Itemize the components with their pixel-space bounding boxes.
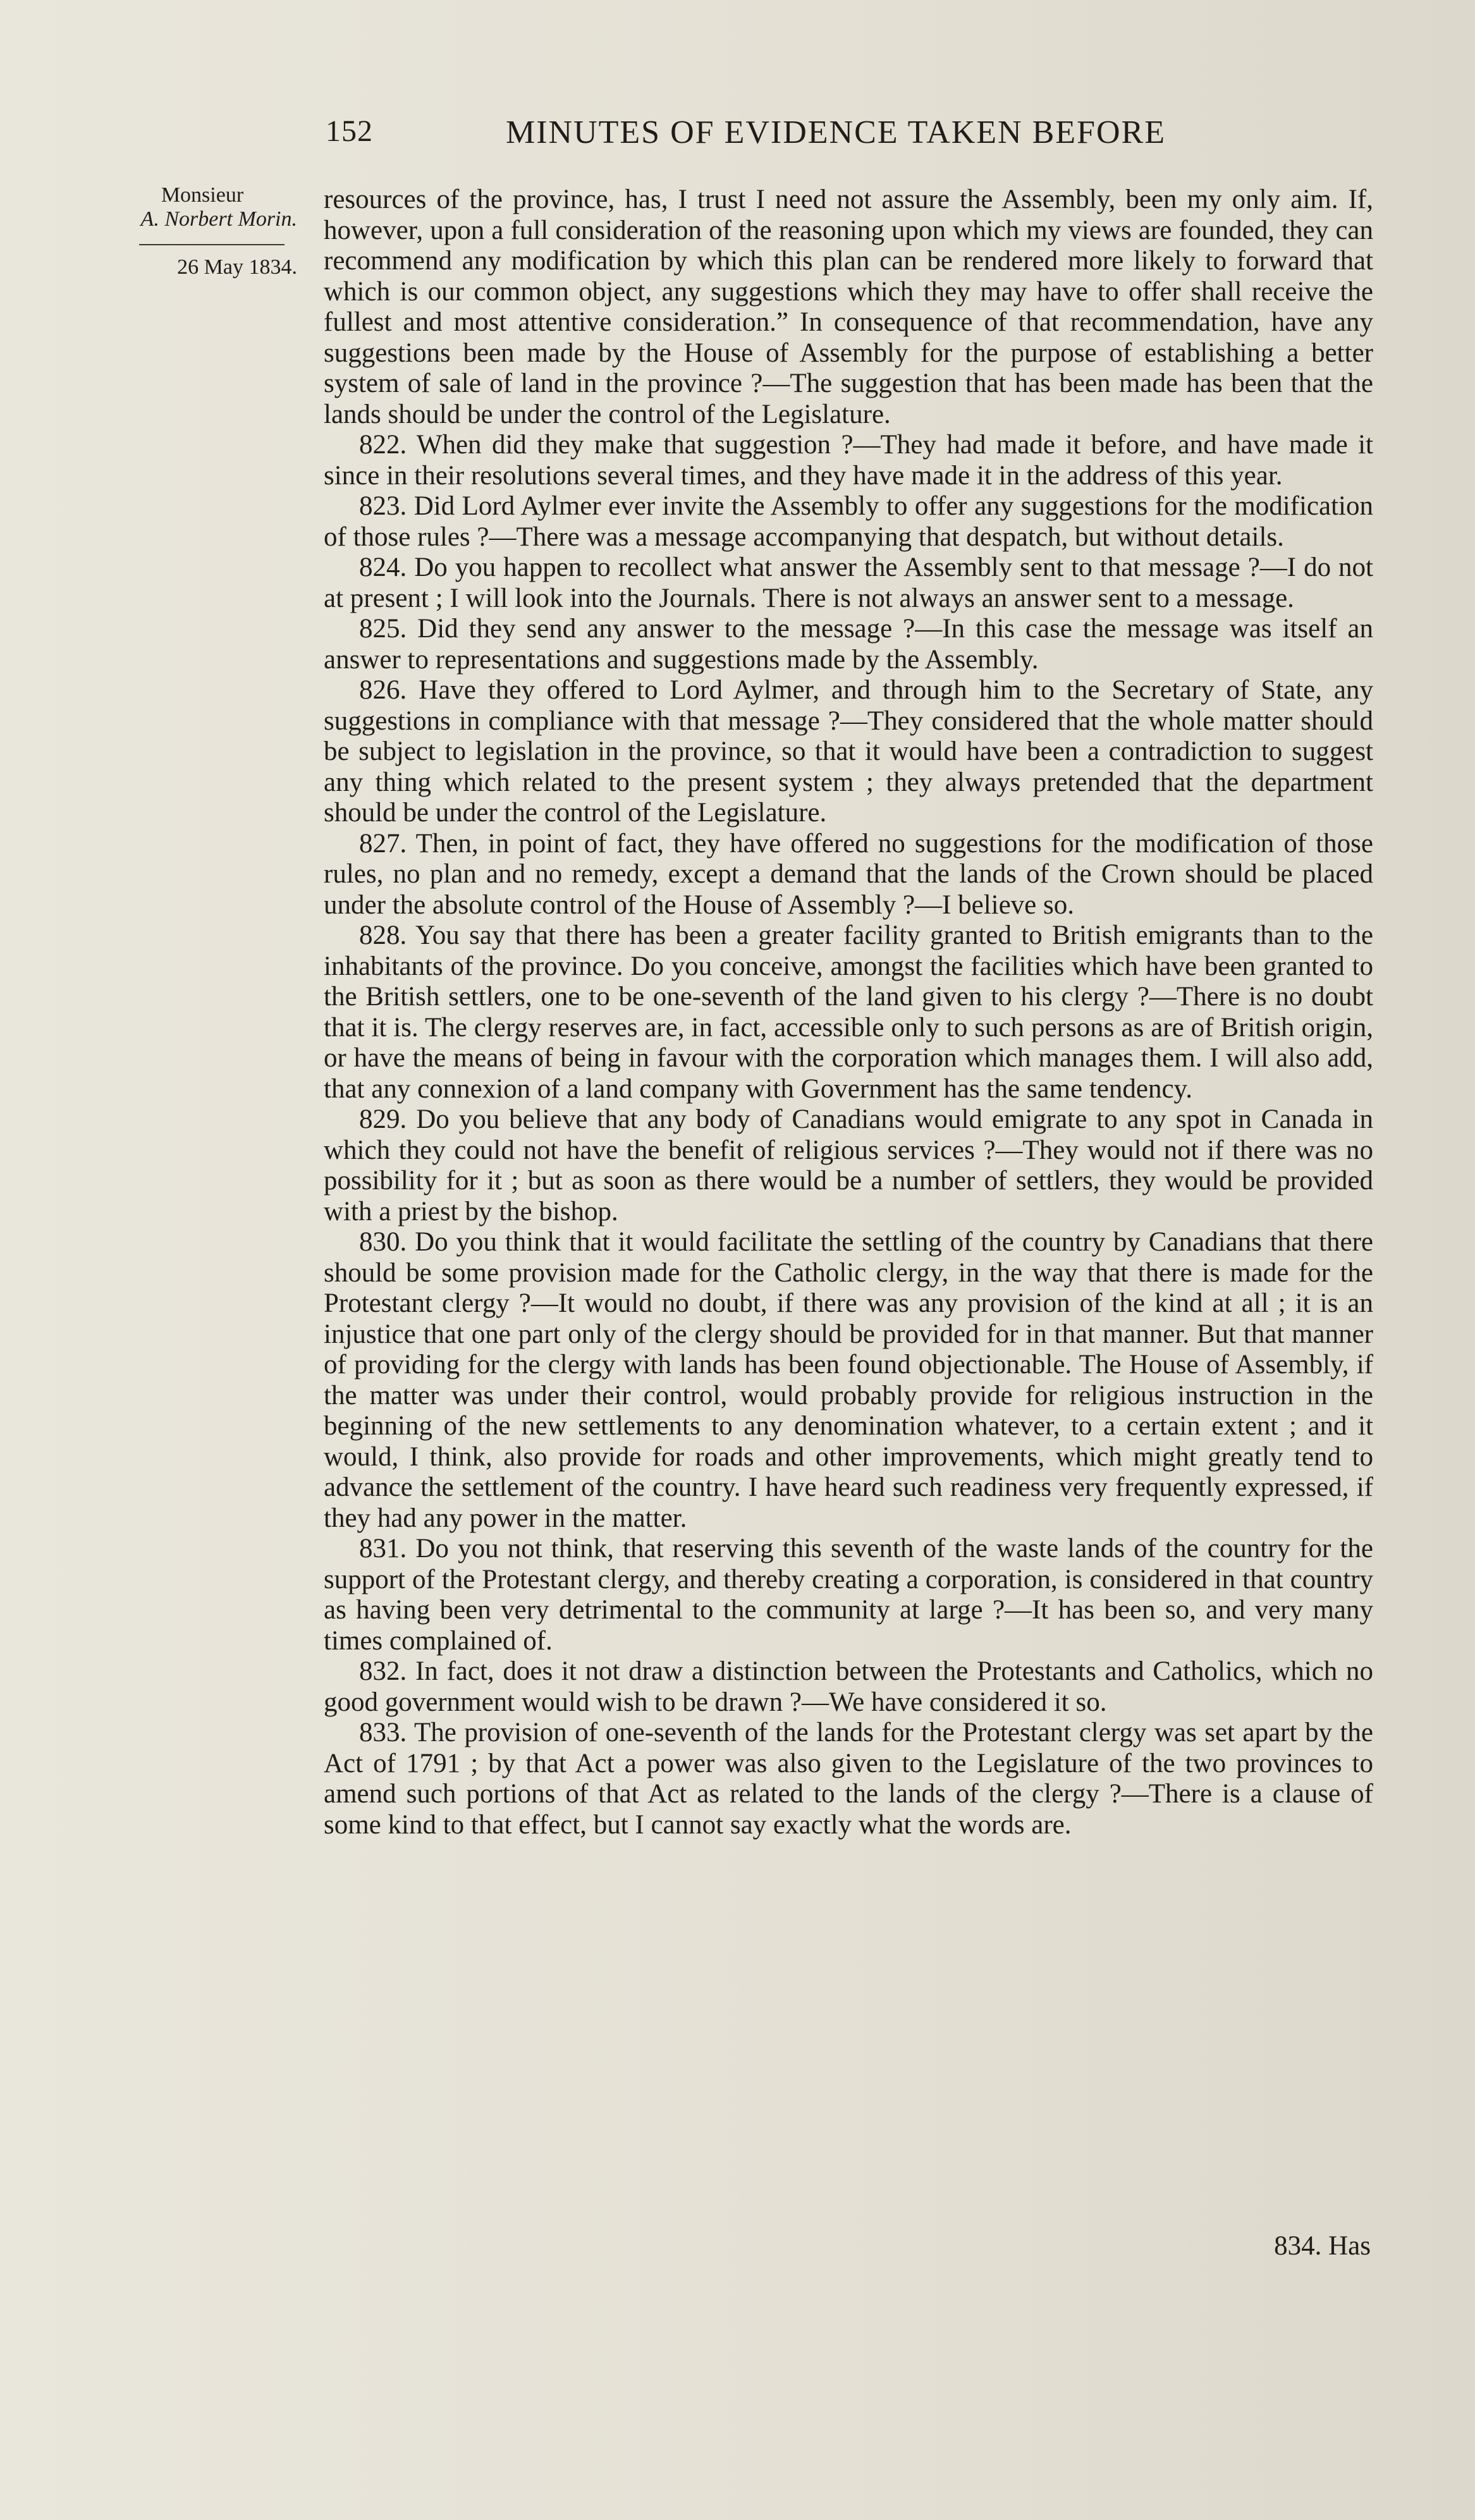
catchword: 834. Has xyxy=(1274,2231,1371,2261)
question-833: 833. The provision of one-seventh of the lands for the Protestant clergy was set apart by the Act of 1791 ; by that Act a power was also given to the Legislature of the two provinces to amend such portions of that Act as related to the lands of the clergy ?—There is a clause of some kind to that effect, but I cannot say exactly what the words are. xyxy=(324,1718,1373,1840)
witness-date: 26 May 1834. xyxy=(177,255,297,279)
question-825: 825. Did they send any answer to the message ?—In this case the message was itself an answer to representations and suggestions made by the Assembly. xyxy=(324,614,1373,675)
marginal-note xyxy=(95,183,297,279)
question-826: 826. Have they offered to Lord Aylmer, and through him to the Secretary of State, any suggestions in compliance with that message ?—They considered that the whole matter should be subject to legislation in the province, so that it would have been a contradiction to suggest any thing which related to the present system ; they always pretended that the department should be under the control of the Legislature. xyxy=(324,675,1373,828)
evidence-body xyxy=(324,185,1373,1840)
question-829: 829. Do you believe that any body of Canadians would emigrate to any spot in Canada in which they could not have the benefit of religious services ?—They would not if there was no possibility for it ; but as soon as there would be a number of settlers, they would be provided with a priest by the bishop. xyxy=(324,1104,1373,1226)
continuation-paragraph: resources of the province, has, I trust I need not assure the Assembly, been my only aim. If, however, upon a full consideration of the reasoning upon which my views are founded, they can recommend any modification by which this plan can be rendered more likely to forward that which is our common object, any suggestions which they may have to offer shall receive the fullest and most attentive consideration.” In consequence of that recommendation, have any suggestions been made by the House of Assembly for the purpose of establishing a better system of sale of land in the province ?—The suggestion that has been made has been that the lands should be under the control of the Legislature. xyxy=(324,185,1373,429)
question-827: 827. Then, in point of fact, they have offered no suggestions for the modification of those rules, no plan and no remedy, except a demand that the lands of the Crown should be placed under the absolute control of the House of Assembly ?—I believe so. xyxy=(324,828,1373,920)
question-824: 824. Do you happen to recollect what answer the Assembly sent to that message ?—I do not at present ; I will look into the Journals. There is not always an answer sent to a message. xyxy=(324,553,1373,613)
question-832: 832. In fact, does it not draw a distinction between the Protestants and Catholics, which no good government would wish to be drawn ?—We have considered it so. xyxy=(324,1656,1373,1717)
running-title: MINUTES OF EVIDENCE TAKEN BEFORE xyxy=(506,114,1166,150)
witness-name: A. Norbert Morin. xyxy=(140,207,297,231)
question-828: 828. You say that there has been a greater facility granted to British emigrants than to the inhabitants of the province. Do you conceive, amongst the facilities which have been granted to the British settlers, one to be one-seventh of the land given to his clergy ?—There is no doubt that it is. The clergy reserves are, in fact, accessible only to such persons as are of British origin, or have the means of being in favour with the corporation which manages them. I will also add, that any connexion of a land company with Government has the same tendency. xyxy=(324,921,1373,1104)
page-number: 152 xyxy=(326,114,373,148)
witness-title: Monsieur xyxy=(161,183,244,207)
margin-rule xyxy=(139,244,285,245)
question-830: 830. Do you think that it would facilitate the settling of the country by Canadians that there should be some provision made for the Catholic clergy, in the way that there is made for the Protestant clergy ?—It would no doubt, if there was any provision of the kind at all ; it is an injustice that one part only of the clergy should be provided for in that manner. But that manner of providing for the clergy with lands has been found objectionable. The House of Assembly, if the matter was under their control, would probably provide for religious instruction in the beginning of the new settlements to any denomination whatever, to a certain extent ; and it would, I think, also provide for roads and other improvements, which might greatly tend to advance the settlement of the country. I have heard such readiness very frequently expressed, if they had any power in the matter. xyxy=(324,1227,1373,1533)
question-831: 831. Do you not think, that reserving this seventh of the waste lands of the country for the support of the Protestant clergy, and thereby creating a corporation, is considered in that country as having been very detrimental to the community at large ?—It has been so, and very many times complained of. xyxy=(324,1534,1373,1656)
page-header xyxy=(326,114,1369,158)
question-823: 823. Did Lord Aylmer ever invite the Assembly to offer any suggestions for the modification of those rules ?—There was a message accompanying that despatch, but without details. xyxy=(324,491,1373,552)
question-822: 822. When did they make that suggestion ?—They had made it before, and have made it since in their resolutions several times, and they have made it in the address of this year. xyxy=(324,430,1373,491)
